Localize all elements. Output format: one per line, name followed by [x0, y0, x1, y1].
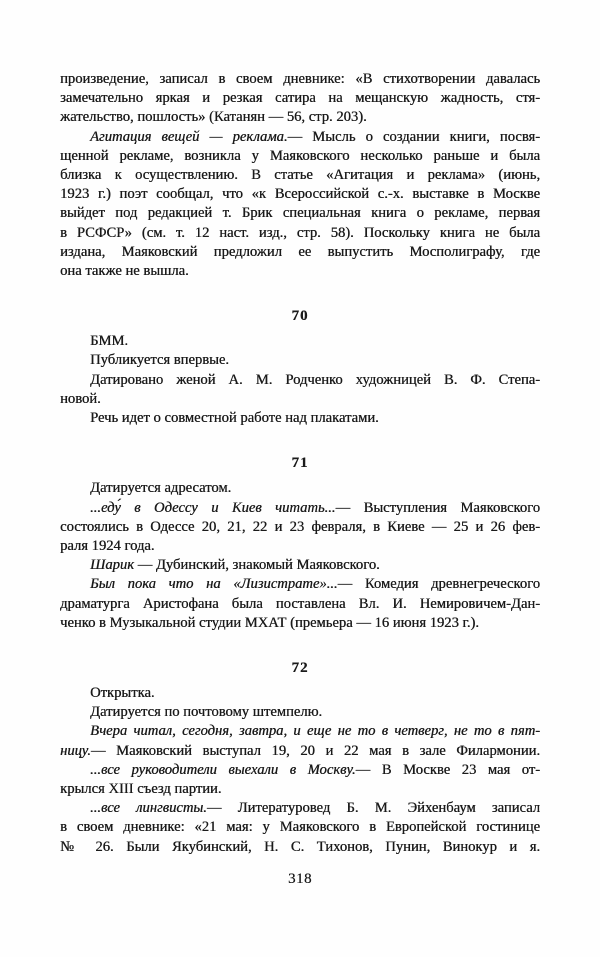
text-line	[60, 390, 540, 409]
text-segment: крылся XIII съезд партии.	[60, 781, 222, 797]
text-line	[60, 166, 540, 185]
text-line	[60, 799, 540, 818]
text-line	[60, 204, 540, 223]
text-segment: произведение, записал в своем дневнике: «В стихотворении давалась	[60, 71, 540, 87]
text-line	[60, 371, 540, 390]
text-segment: Датируется адресатом.	[90, 480, 232, 497]
text-segment: № 26. Были Якубинский, Н. С. Тихонов, Пунин, Винокур и я.	[60, 838, 540, 855]
text-segment: Датировано женой А. М. Родченко художницей В. Ф. Степа-	[90, 371, 540, 388]
text-segment: щенной рекламе, возникла у Маяковского несколько раньше и была	[60, 147, 540, 164]
text-line	[60, 70, 540, 89]
text-segment: Датируется по почтовому штемпелю.	[90, 704, 323, 721]
text-segment: Открытка.	[90, 685, 155, 702]
text-segment: — Литературовед Б. М. Эйхенбаум записал	[206, 800, 540, 817]
text-line	[60, 761, 540, 780]
text-segment: — Дубинский, знакомый Маяковского.	[133, 557, 380, 574]
italic-text-segment: Был пока что на «Лизистрате»...	[90, 576, 338, 593]
text-segment: драматурга Аристофана была поставлена Вл. И. Немировичем-Дан-	[60, 595, 540, 612]
text-line	[60, 537, 540, 556]
text-segment: Публикуется впервые.	[90, 352, 229, 369]
text-line	[60, 742, 540, 761]
text-segment: близка к осуществлению. В статье «Агитация и реклама» (июнь,	[60, 166, 540, 183]
text-line	[60, 108, 540, 127]
text-segment: замечательно яркая и резкая сатира на мещанскую жадность, стя-	[60, 90, 540, 107]
text-segment: в РСФСР» (см. т. 12 наст. изд., стр. 58). Поскольку книга не была	[60, 224, 540, 241]
text-line	[60, 409, 540, 428]
text-line	[60, 703, 540, 722]
section-number: 71	[291, 455, 309, 472]
text-segment: — Мысль о создании книги, посвя-	[287, 128, 540, 145]
italic-text-segment: ...все лингвисты.	[90, 800, 207, 817]
text-line	[60, 243, 540, 262]
text-segment: 1923 г.) поэт сообщал, что «к Всероссийской с.-х. выставке в Москве	[60, 186, 540, 203]
text-line	[60, 780, 540, 799]
text-line	[60, 499, 540, 518]
text-segment: издана, Маяковский предложил ее выпустить Мосполиграфу, где	[60, 243, 540, 260]
text-segment: новой.	[60, 390, 101, 407]
text-segment: — В Москве 23 мая от-	[355, 761, 540, 778]
text-line	[60, 518, 540, 537]
text-line	[60, 479, 540, 498]
text-line	[60, 262, 540, 281]
text-line	[60, 575, 540, 594]
text-segment: — Выступления Маяковского	[335, 499, 540, 516]
text-line	[60, 722, 540, 741]
section-number: 72	[291, 659, 309, 676]
section-number: 70	[291, 308, 309, 325]
text-segment: состоялись в Одессе 20, 21, 22 и 23 февраля, в Киеве — 25 и 26 фев-	[60, 518, 540, 535]
text-segment: выйдет под редакцией т. Брик специальная книга о рекламе, первая	[60, 205, 540, 222]
text-segment: жательство, пошлость» (Катанян — 56, стр. 203).	[60, 109, 367, 126]
italic-text-segment: Шарик	[90, 557, 134, 574]
text-line	[60, 332, 540, 351]
text-line	[60, 614, 540, 633]
text-segment: БММ.	[90, 333, 128, 350]
text-segment: — Комедия древнегреческого	[337, 576, 540, 593]
text-segment: ченко в Музыкальной студии МХАТ (премьера — 16 июня 1923 г.).	[60, 614, 479, 631]
page-text	[60, 70, 540, 889]
text-segment: она также не вышла.	[60, 262, 189, 279]
text-line	[60, 556, 540, 575]
italic-text-segment: ницу.	[60, 742, 91, 759]
text-segment: Речь идет о совместной работе над плакатами.	[90, 410, 379, 426]
text-line	[60, 89, 540, 108]
text-segment: в своем дневнике: «21 мая: у Маяковского в Европейской гостинице	[60, 819, 540, 836]
text-line	[60, 838, 540, 857]
text-line	[60, 684, 540, 703]
text-segment: раля 1924 года.	[60, 537, 155, 554]
text-segment: — Маяковский выступал 19, 20 и 22 мая в зале Филармонии.	[90, 742, 540, 759]
italic-text-segment: ...все руководители выехали в Москву.	[90, 761, 356, 778]
text-line	[60, 147, 540, 166]
text-line	[60, 595, 540, 614]
text-line	[60, 224, 540, 243]
page-number: 318	[288, 870, 312, 887]
italic-text-segment: ...еду́ в Одессу и Киев читать...	[90, 499, 336, 516]
text-line	[60, 128, 540, 147]
text-line	[60, 818, 540, 837]
text-line	[60, 185, 540, 204]
italic-text-segment: Агитация вещей — реклама.	[90, 128, 288, 145]
italic-text-segment: Вчера читал, сегодня, завтра, и еще не то в четверг, не то в пят-	[90, 723, 540, 740]
text-line	[60, 351, 540, 370]
